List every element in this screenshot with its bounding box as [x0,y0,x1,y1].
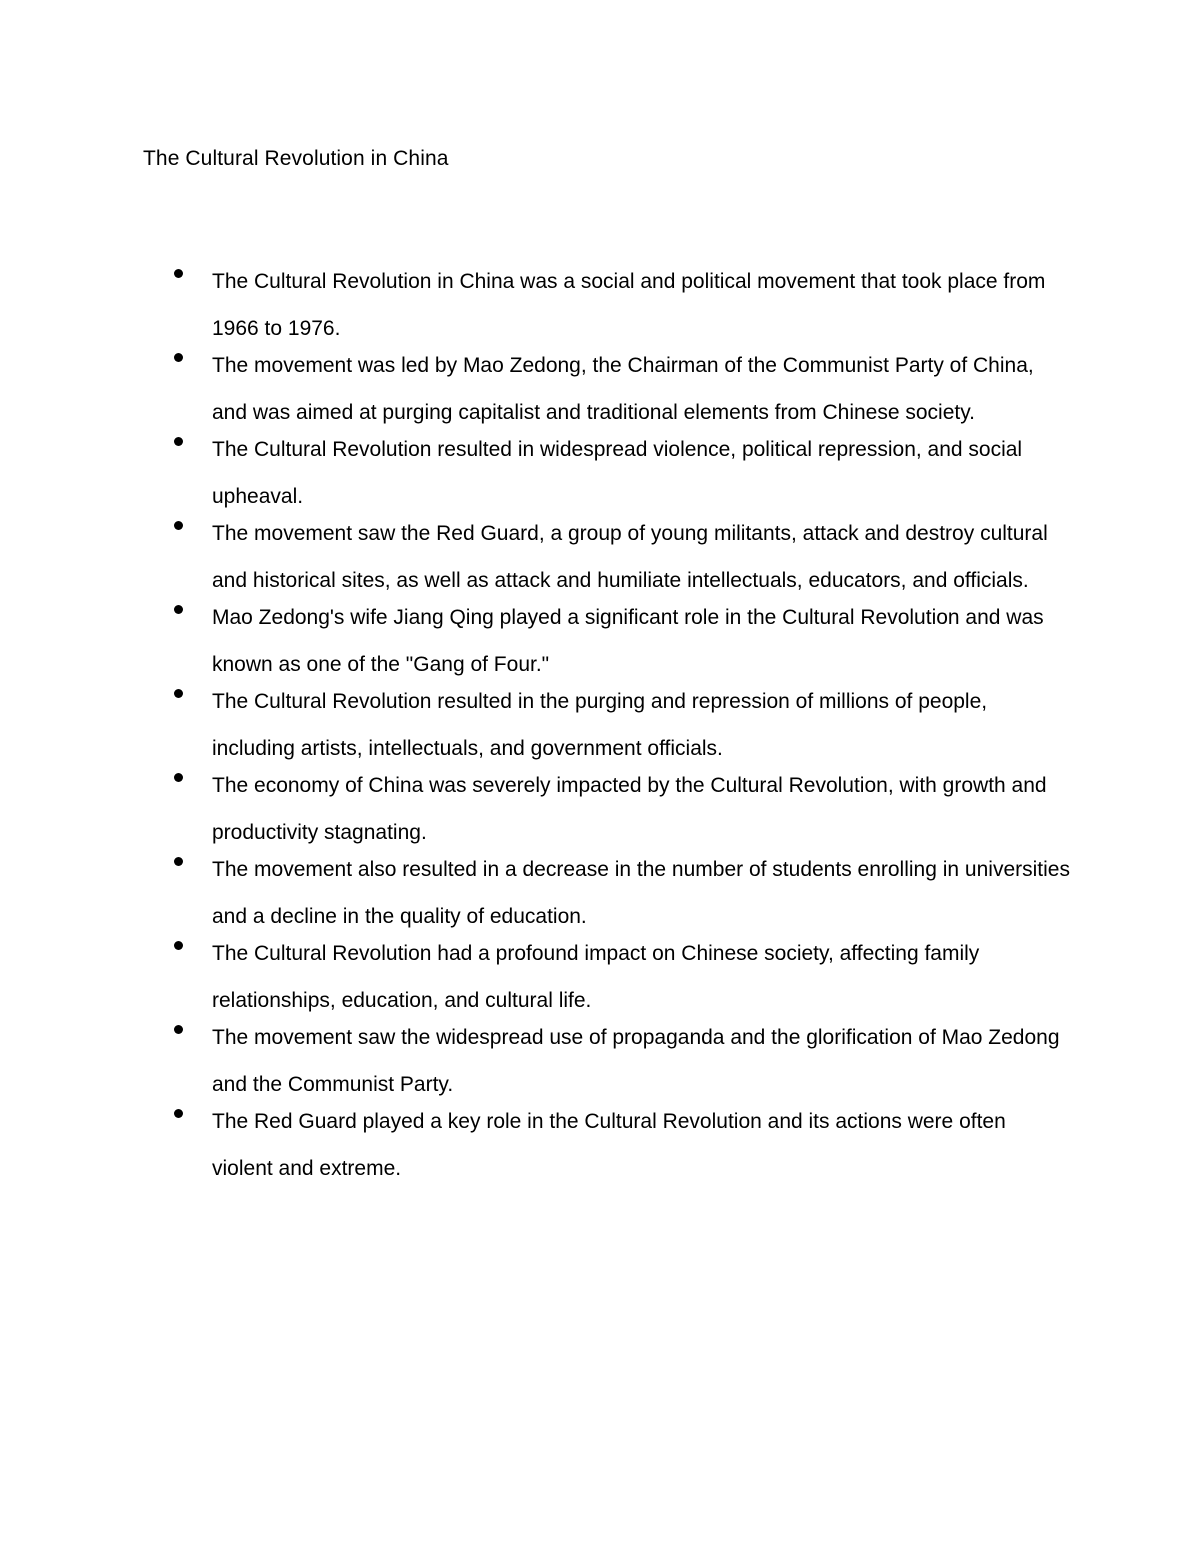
list-item [0,1099,1200,1192]
bullet-icon [174,1109,183,1118]
list-item [0,511,1200,604]
bullet-icon [174,269,183,278]
bullet-icon [174,941,183,950]
list-item [0,763,1200,856]
list-item [0,1015,1200,1108]
bullet-icon [174,857,183,866]
list-item-text: The Red Guard played a key role in the Cultural Revolution and its actions were often violent and extreme. [212,1110,1006,1180]
bullet-icon [174,353,183,362]
list-item-text: Mao Zedong's wife Jiang Qing played a significant role in the Cultural Revolution and was known as one of the "Gang of Four." [212,606,1044,676]
list-item-text: The Cultural Revolution in China was a social and political movement that took place from 1966 to 1976. [212,270,1046,340]
list-item [0,427,1200,520]
list-item-text: The Cultural Revolution resulted in the purging and repression of millions of people, including artists, intellectuals, and government officials. [212,690,988,760]
bullet-list [0,268,1200,1192]
bullet-icon [174,773,183,782]
bullet-icon [174,605,183,614]
list-item-text: The movement also resulted in a decrease in the number of students enrolling in universities and a decline in the quality of education. [212,858,1070,928]
document-title: The Cultural Revolution in China [143,147,449,170]
list-item-text: The economy of China was severely impacted by the Cultural Revolution, with growth and productivity stagnating. [212,774,1047,844]
bullet-icon [174,1025,183,1034]
bullet-icon [174,689,183,698]
bullet-icon [174,521,183,530]
list-item [0,931,1200,1024]
list-item-text: The Cultural Revolution had a profound impact on Chinese society, affecting family relationships, education, and cultural life. [212,942,980,1012]
list-item [0,679,1200,772]
list-item [0,343,1200,436]
bullet-icon [174,437,183,446]
list-item-text: The movement saw the widespread use of propaganda and the glorification of Mao Zedong and the Communist Party. [212,1026,1060,1096]
list-item [0,847,1200,940]
list-item [0,595,1200,688]
list-item-text: The movement was led by Mao Zedong, the Chairman of the Communist Party of China, and was aimed at purging capitalist and traditional elements from Chinese society. [212,354,1034,424]
list-item [0,259,1200,352]
list-item-text: The movement saw the Red Guard, a group of young militants, attack and destroy cultural and historical sites, as well as attack and humiliate intellectuals, educators, and officials. [212,522,1048,592]
list-item-text: The Cultural Revolution resulted in widespread violence, political repression, and social upheaval. [212,438,1023,508]
